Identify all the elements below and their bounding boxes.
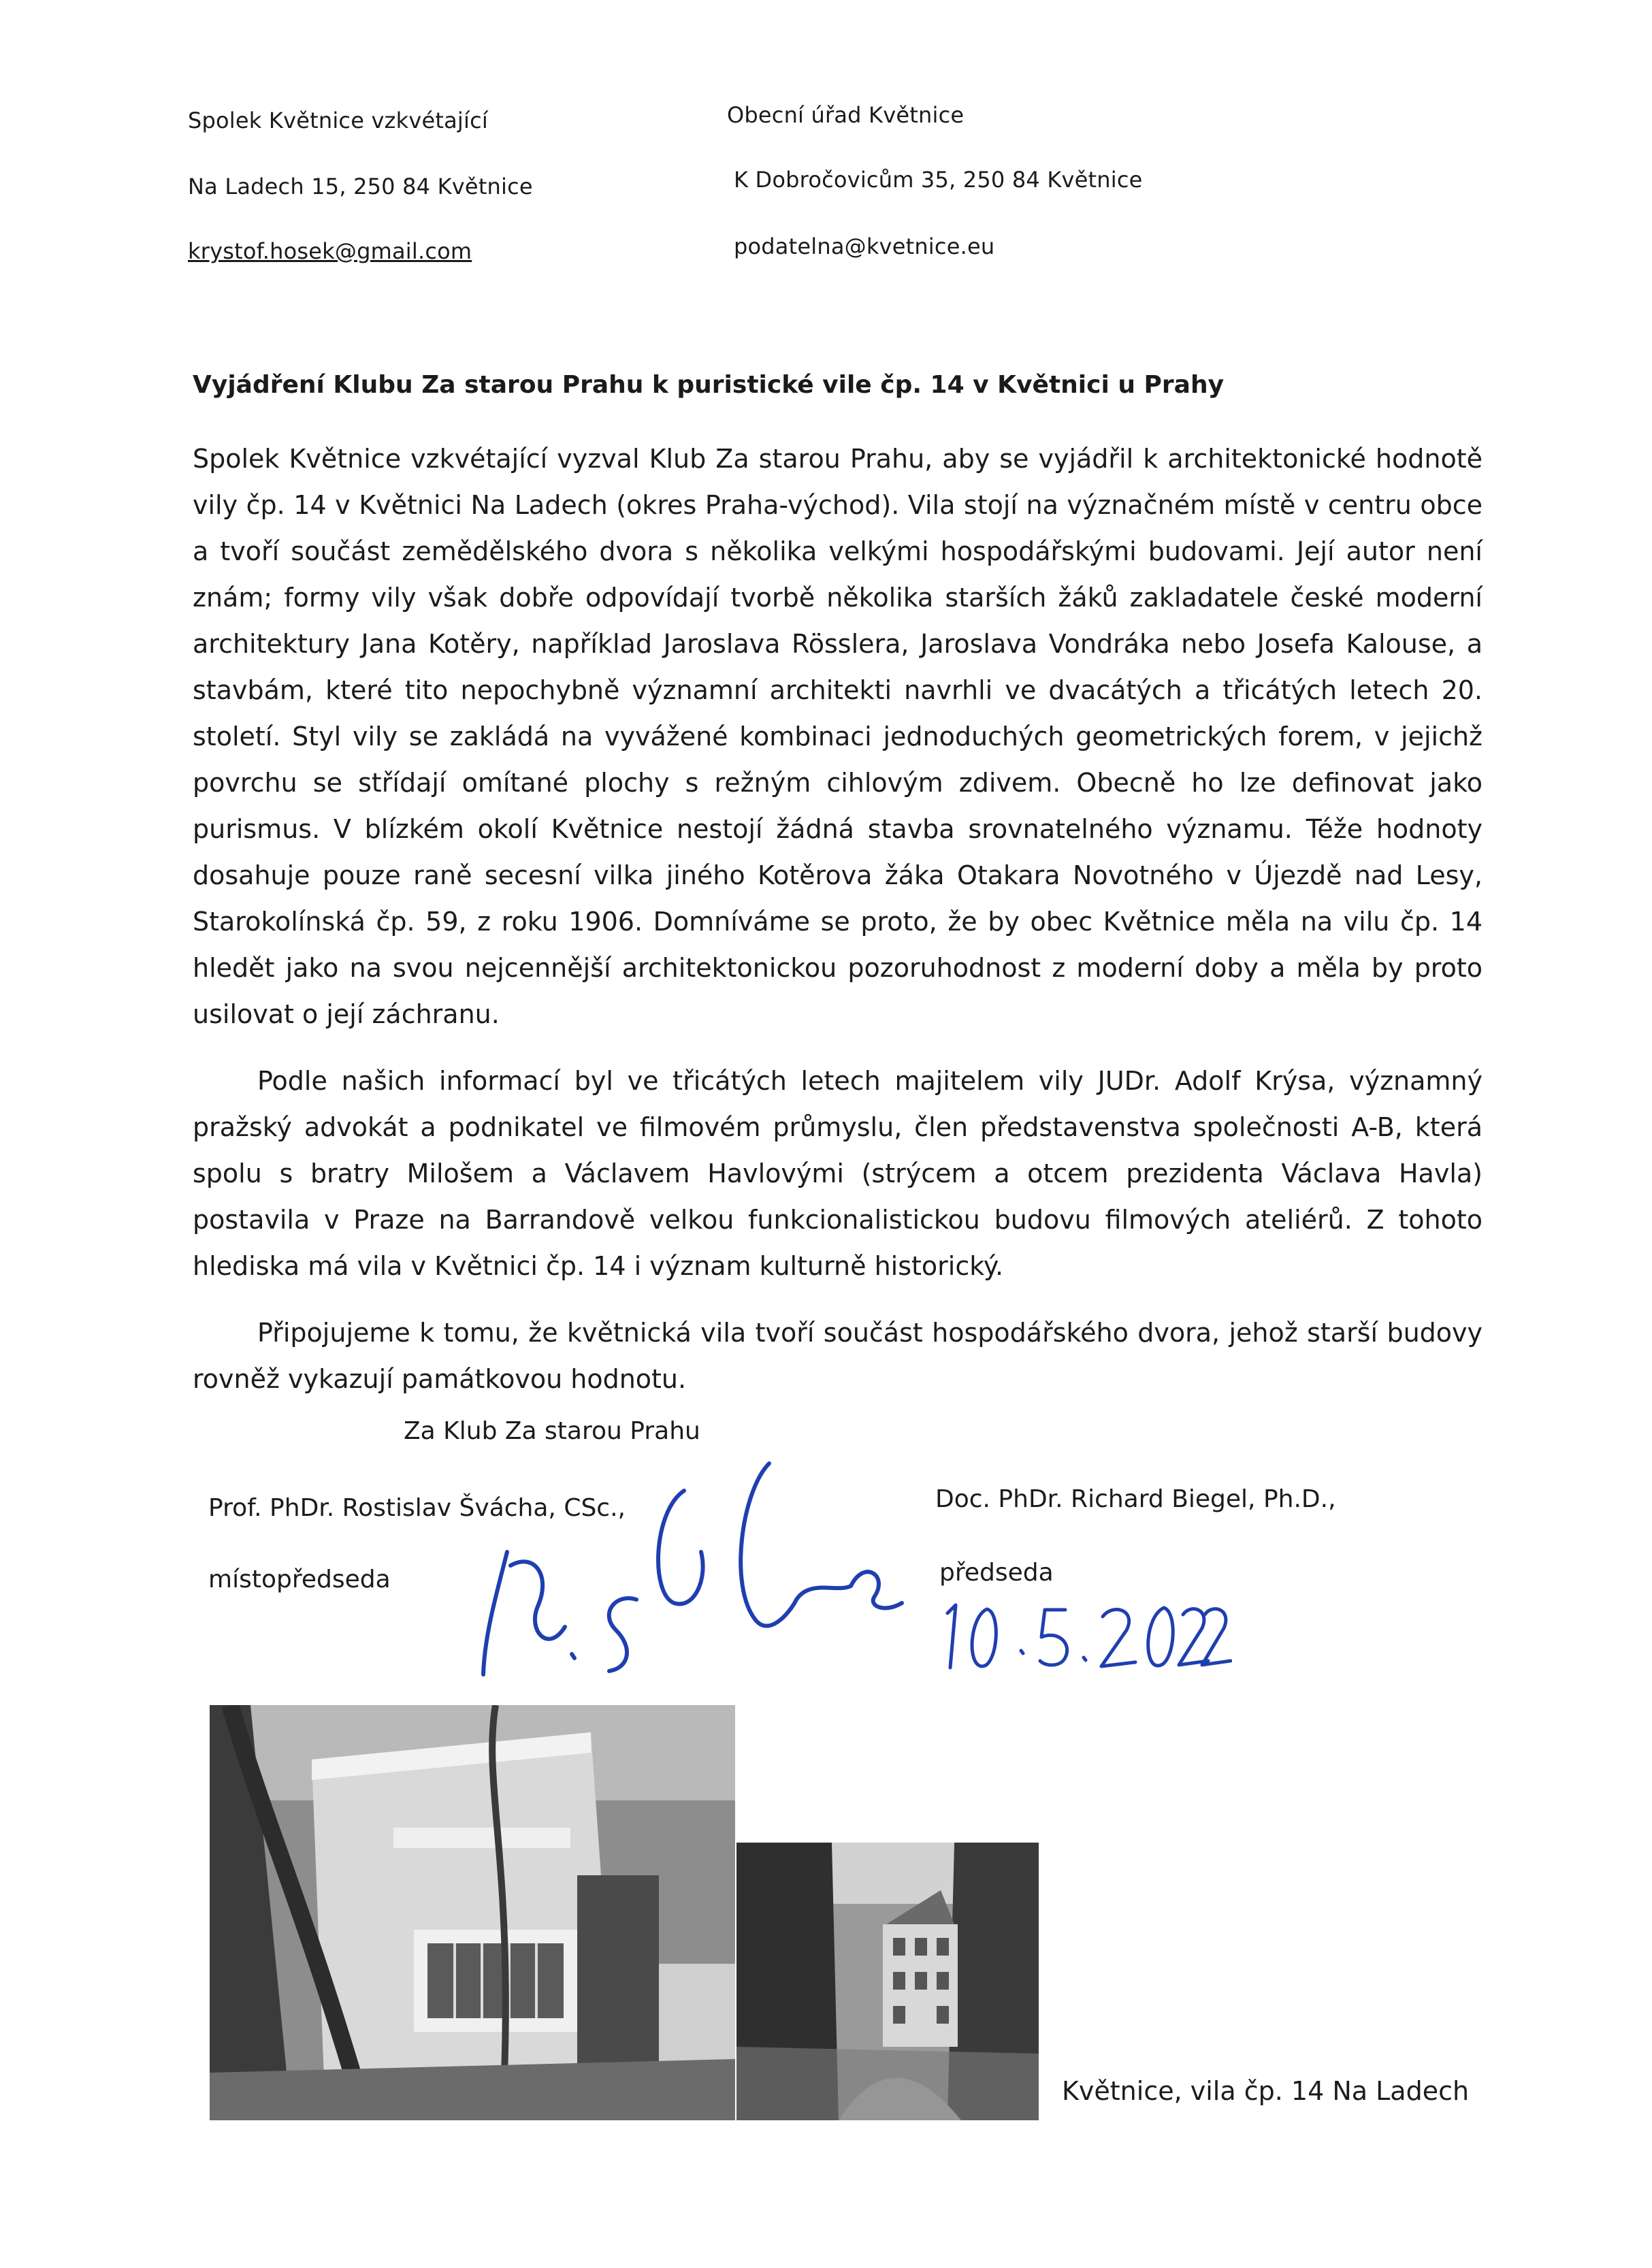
sender-email-link[interactable]: krystof.hosek@gmail.com xyxy=(188,238,472,264)
photo-caption: Květnice, vila čp. 14 Na Ladech xyxy=(1062,2076,1470,2106)
villa-photo-1 xyxy=(210,1705,735,2120)
signer1-role: místopředseda xyxy=(208,1566,391,1593)
villa-photo-2 xyxy=(736,1843,1039,2120)
sender-address: Na Ladech 15, 250 84 Květnice xyxy=(188,174,533,199)
signer1-name: Prof. PhDr. Rostislav Švácha, CSc., xyxy=(208,1494,626,1522)
paragraph-2: Podle našich informací byl ve třicátých letech majitelem vily JUDr. Adolf Krýsa, významný pražský advokát a podnikatel ve filmovém průmyslu, člen představenstva společnosti A-B, která spolu s bratry Milošem a Václavem Havlovými (strýcem a otcem prezidenta Václava Havla) postavila v Praze na Barrandově velkou funkcionalistickou budovu filmových ateliérů. Z tohoto hlediska má vila v Květnici čp. 14 i význam kulturně historický. xyxy=(193,1066,1483,1281)
handwritten-date xyxy=(933,1586,1232,1681)
signer2-name: Doc. PhDr. Richard Biegel, Ph.D., xyxy=(935,1485,1336,1513)
signer2-role: předseda xyxy=(939,1559,1054,1587)
recipient-email: podatelna@kvetnice.eu xyxy=(734,233,995,259)
club-line: Za Klub Za starou Prahu xyxy=(404,1417,700,1445)
paragraph-3: Připojujeme k tomu, že květnická vila tvoří součást hospodářského dvora, jehož starší budovy rovněž vykazují památkovou hodnotu. xyxy=(193,1318,1483,1394)
recipient-address: K Dobročovicům 35, 250 84 Květnice xyxy=(734,167,1143,193)
sender-name: Spolek Květnice vzkvétající xyxy=(188,108,488,133)
handwritten-signature xyxy=(470,1450,905,1695)
document-title: Vyjádření Klubu Za starou Prahu k puristické vile čp. 14 v Květnici u Prahy xyxy=(193,371,1225,399)
body-text xyxy=(193,436,1483,1402)
paragraph-1: Spolek Květnice vzkvétající vyzval Klub Za starou Prahu, aby se vyjádřil k architektonické hodnotě vily čp. 14 v Květnici Na Ladech (okres Praha-východ). Vila stojí na význačném místě v centru obce a tvoří součást zemědělského dvora s několika velkými hospodářskými budovami. Její autor není znám; formy vily však dobře odpovídají tvorbě několika starších žáků zakladatele české moderní architektury Jana Kotěry, například Jaroslava Rösslera, Jaroslava Vondráka nebo Josefa Kalouse, a stavbám, které tito nepochybně významní architekti navrhli ve dvacátých a třicátých letech 20. století. Styl vily se zakládá na vyvážené kombinaci jednoduchých geometrických forem, v jejichž povrchu se střídají omítané plochy s režným cihlovým zdivem. Obecně ho lze definovat jako purismus. V blízkém okolí Květnice nestojí žádná stavba srovnatelného významu. Téže hodnoty dosahuje pouze raně secesní vilka jiného Kotěrova žáka Otakara Novotného v Újezdě nad Lesy, Starokolínská čp. 59, z roku 1906. Domníváme se proto, že by obec Květnice měla na vilu čp. 14 hledět jako na svou nejcennější architektonickou pozoruhodnost z moderní doby a měla by proto usilovat o její záchranu. xyxy=(193,444,1483,1029)
recipient-name: Obecní úřad Květnice xyxy=(727,102,965,128)
